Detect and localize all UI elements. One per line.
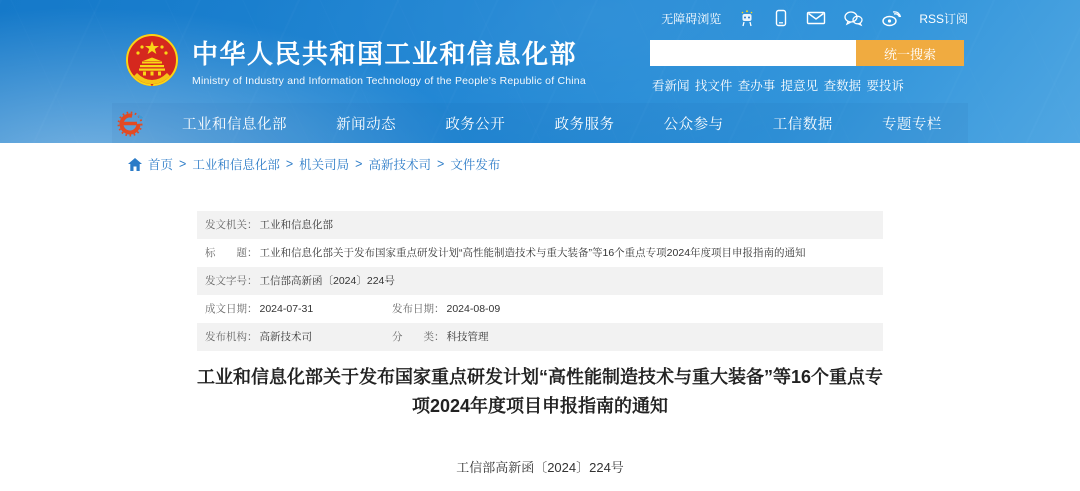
article-doc-number: 工信部高新函〔2024〕224号 [456,460,624,475]
meta-value: 工信部高新函〔2024〕224号 [259,275,395,287]
quick-link-data[interactable]: 查数据 [823,79,862,93]
home-icon [128,158,142,171]
site-subtitle: Ministry of Industry and Information Technology of the People's Republic of China [192,74,586,87]
breadcrumb-separator: > [285,157,294,171]
nav-item-data[interactable]: 工信数据 [772,116,833,133]
meta-label: 成文日期： [205,303,258,315]
breadcrumb-home[interactable]: 首页 [148,158,174,172]
nav-item-gov-services[interactable]: 政务服务 [554,116,615,133]
miit-logo-icon [116,108,164,138]
meta-row-doc-number [197,267,883,295]
search-area [650,40,964,94]
article-title: 工业和信息化部关于发布国家重点研发计划“高性能制造技术与重大装备”等16个重点专项2024年度项目申报指南的通知 [196,367,884,416]
meta-row-dates [197,295,883,323]
quick-link-documents[interactable]: 找文件 [694,79,733,93]
meta-value: 2024-07-31 [259,303,314,315]
accessibility-link[interactable]: 无障碍浏览 [661,11,722,26]
meta-label: 发文机关： [205,219,258,231]
wechat-icon[interactable] [843,10,864,27]
robot-mascot-icon[interactable] [738,9,756,27]
meta-row-agency-category [197,323,883,351]
quick-link-feedback[interactable]: 提意见 [780,79,819,93]
main-nav [112,103,968,143]
breadcrumb-ministry[interactable]: 工业和信息化部 [192,158,280,172]
nav-item-ministry[interactable]: 工业和信息化部 [182,116,287,133]
quick-links [652,76,904,94]
breadcrumb-hightech-dept[interactable]: 高新技术司 [368,158,431,172]
breadcrumb-separator: > [437,157,445,171]
breadcrumb-departments[interactable]: 机关司局 [299,158,350,172]
nav-item-gov-open[interactable]: 政务公开 [445,116,506,133]
meta-label: 发布机构： [205,331,258,343]
breadcrumb [112,155,968,173]
topbar [112,0,968,27]
meta-value: 工业和信息化部关于发布国家重点研发计划“高性能制造技术与重大装备”等16个重点专项2024年度项目申报指南的通知 [259,247,806,259]
meta-label: 发文字号： [205,275,258,287]
mail-icon[interactable] [806,10,826,26]
search-input[interactable] [650,40,856,66]
site-header [0,0,1080,143]
brand [124,32,586,88]
quick-link-news[interactable]: 看新闻 [652,79,690,93]
breadcrumb-file-release[interactable]: 文件发布 [450,158,501,172]
meta-value: 高新技术司 [259,331,312,343]
national-emblem-icon [124,32,180,88]
rss-link[interactable]: RSS订阅 [919,11,968,26]
search-button[interactable]: 统一搜索 [856,40,964,66]
meta-row-title [197,239,883,267]
meta-row-issuing-authority [197,211,883,239]
site-title: 中华人民共和国工业和信息化部 [192,38,578,69]
breadcrumb-separator: > [355,157,363,171]
quick-link-complaints[interactable]: 要投诉 [866,79,904,93]
nav-item-news[interactable]: 新闻动态 [336,116,397,133]
weibo-icon[interactable] [881,10,902,27]
meta-label: 标 题： [205,247,258,259]
nav-item-participation[interactable]: 公众参与 [663,116,724,133]
breadcrumb-separator: > [179,157,187,171]
mobile-phone-icon[interactable] [773,9,789,27]
meta-label: 分 类： [392,331,445,343]
nav-item-special-topics[interactable]: 专题专栏 [881,116,942,133]
meta-value: 工业和信息化部 [259,219,333,231]
quick-link-services[interactable]: 查办事 [737,79,776,93]
meta-label: 发布日期： [392,303,445,315]
meta-value: 科技管理 [446,331,489,343]
meta-value: 2024-08-09 [446,303,501,315]
document-meta-table [197,211,883,351]
